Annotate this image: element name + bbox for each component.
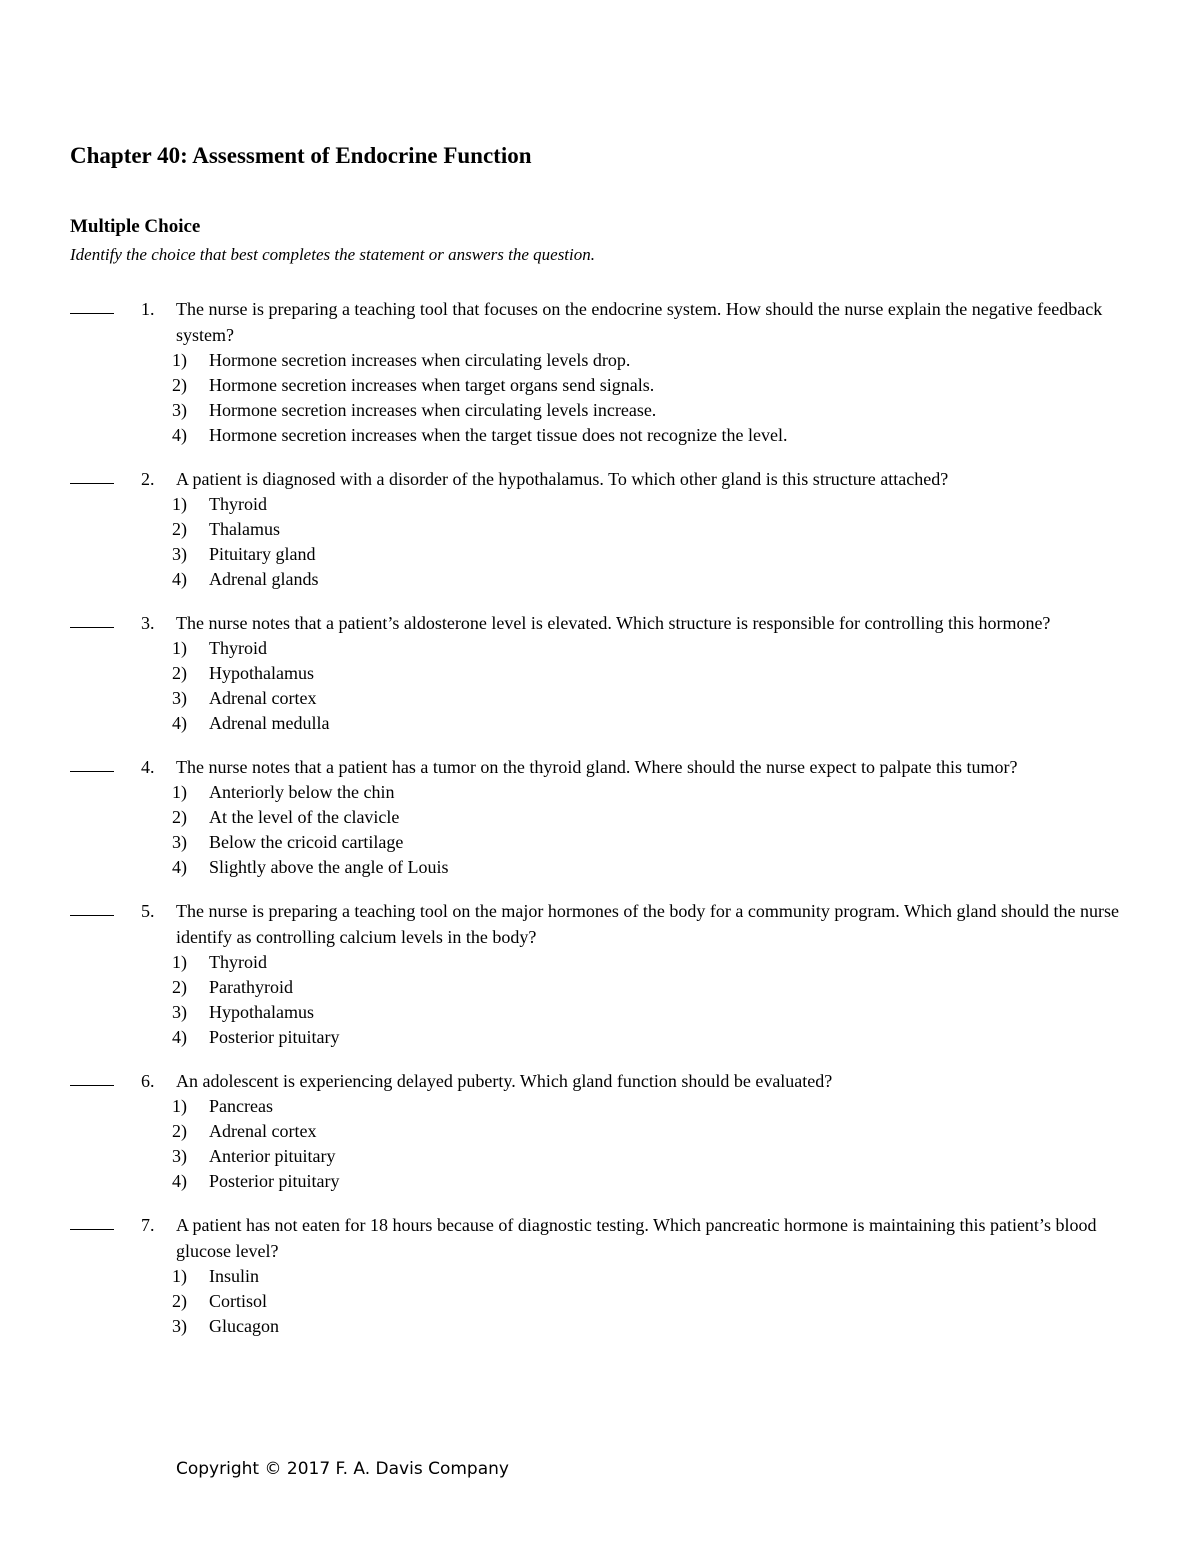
option-text: Cortisol bbox=[209, 1291, 268, 1311]
question-number: 3. bbox=[141, 613, 155, 633]
option-number: 4) bbox=[172, 1027, 187, 1047]
question-stem: An adolescent is experiencing delayed puberty. Which gland function should be evaluated? bbox=[176, 1071, 833, 1091]
question-stem: A patient has not eaten for 18 hours because of diagnostic testing. Which pancreatic hormone is maintaining this patient’s blood glucose level? bbox=[176, 1215, 1097, 1261]
option-text: Hormone secretion increases when target organs send signals. bbox=[209, 375, 655, 395]
option-number: 1) bbox=[172, 952, 187, 972]
option-number: 2) bbox=[172, 1291, 187, 1311]
option-number: 2) bbox=[172, 519, 187, 539]
answer-option bbox=[172, 1264, 1200, 1289]
question-6 bbox=[0, 1068, 1200, 1194]
option-number: 1) bbox=[172, 782, 187, 802]
answer-option bbox=[172, 373, 1200, 398]
answer-option bbox=[172, 1169, 1200, 1194]
option-number: 3) bbox=[172, 688, 187, 708]
question-number: 6. bbox=[141, 1071, 155, 1091]
option-number: 3) bbox=[172, 1146, 187, 1166]
option-number: 3) bbox=[172, 832, 187, 852]
answer-option bbox=[172, 661, 1200, 686]
answer-option bbox=[172, 517, 1200, 542]
option-number: 3) bbox=[172, 1316, 187, 1336]
question-4 bbox=[0, 754, 1200, 880]
answer-options bbox=[0, 348, 1200, 448]
answer-option bbox=[172, 950, 1200, 975]
answer-option bbox=[172, 855, 1200, 880]
option-text: Anterior pituitary bbox=[209, 1146, 336, 1166]
section-heading: Multiple Choice bbox=[70, 216, 201, 237]
option-number: 4) bbox=[172, 1171, 187, 1191]
answer-options bbox=[0, 1094, 1200, 1194]
answer-option bbox=[172, 567, 1200, 592]
answer-options bbox=[0, 780, 1200, 880]
answer-option bbox=[172, 805, 1200, 830]
option-text: Parathyroid bbox=[209, 977, 293, 997]
option-number: 4) bbox=[172, 425, 187, 445]
answer-option bbox=[172, 1025, 1200, 1050]
option-text: Glucagon bbox=[209, 1316, 279, 1336]
option-text: Anteriorly below the chin bbox=[209, 782, 395, 802]
answer-option bbox=[172, 711, 1200, 736]
question-list bbox=[0, 296, 1200, 1357]
answer-blank[interactable] bbox=[70, 483, 114, 484]
answer-option bbox=[172, 492, 1200, 517]
question-stem: The nurse is preparing a teaching tool on the major hormones of the body for a community program. Which gland should the nurse identify as controlling calcium levels in the body? bbox=[176, 901, 1119, 947]
question-number: 4. bbox=[141, 757, 155, 777]
question-number: 5. bbox=[141, 901, 155, 921]
answer-option bbox=[172, 780, 1200, 805]
answer-option bbox=[172, 1289, 1200, 1314]
question-2 bbox=[0, 466, 1200, 592]
answer-option bbox=[172, 423, 1200, 448]
option-text: Hormone secretion increases when the target tissue does not recognize the level. bbox=[209, 425, 788, 445]
option-number: 2) bbox=[172, 663, 187, 683]
question-stem: The nurse notes that a patient’s aldosterone level is elevated. Which structure is responsible for controlling this hormone? bbox=[176, 613, 1051, 633]
option-text: Thyroid bbox=[209, 638, 267, 658]
option-text: Thyroid bbox=[209, 952, 267, 972]
copyright-footer: Copyright © 2017 F. A. Davis Company bbox=[176, 1459, 509, 1479]
instructions: Identify the choice that best completes the statement or answers the question. bbox=[70, 245, 595, 264]
option-text: Hormone secretion increases when circulating levels increase. bbox=[209, 400, 657, 420]
option-text: Thalamus bbox=[209, 519, 280, 539]
option-text: Below the cricoid cartilage bbox=[209, 832, 404, 852]
option-text: Pancreas bbox=[209, 1096, 273, 1116]
question-number: 7. bbox=[141, 1215, 155, 1235]
answer-blank[interactable] bbox=[70, 915, 114, 916]
answer-option bbox=[172, 1144, 1200, 1169]
answer-option bbox=[172, 398, 1200, 423]
answer-option bbox=[172, 1314, 1200, 1339]
question-7 bbox=[0, 1212, 1200, 1339]
answer-options bbox=[0, 636, 1200, 736]
question-3 bbox=[0, 610, 1200, 736]
chapter-title: Chapter 40: Assessment of Endocrine Function bbox=[70, 143, 532, 168]
option-number: 1) bbox=[172, 1266, 187, 1286]
option-number: 2) bbox=[172, 807, 187, 827]
answer-option bbox=[172, 1000, 1200, 1025]
question-number: 2. bbox=[141, 469, 155, 489]
option-text: Slightly above the angle of Louis bbox=[209, 857, 449, 877]
option-number: 2) bbox=[172, 375, 187, 395]
option-number: 3) bbox=[172, 1002, 187, 1022]
option-text: Pituitary gland bbox=[209, 544, 316, 564]
answer-blank[interactable] bbox=[70, 313, 114, 314]
question-1 bbox=[0, 296, 1200, 448]
answer-option bbox=[172, 1094, 1200, 1119]
answer-blank[interactable] bbox=[70, 1085, 114, 1086]
option-number: 4) bbox=[172, 713, 187, 733]
question-stem: The nurse notes that a patient has a tumor on the thyroid gland. Where should the nurse expect to palpate this tumor? bbox=[176, 757, 1018, 777]
answer-option bbox=[172, 830, 1200, 855]
answer-option bbox=[172, 636, 1200, 661]
option-text: Posterior pituitary bbox=[209, 1027, 340, 1047]
option-number: 1) bbox=[172, 638, 187, 658]
answer-options bbox=[0, 492, 1200, 592]
option-number: 1) bbox=[172, 494, 187, 514]
option-text: Hypothalamus bbox=[209, 663, 314, 683]
option-number: 4) bbox=[172, 569, 187, 589]
answer-option bbox=[172, 1119, 1200, 1144]
answer-blank[interactable] bbox=[70, 771, 114, 772]
option-text: Hypothalamus bbox=[209, 1002, 314, 1022]
option-text: Thyroid bbox=[209, 494, 267, 514]
option-number: 4) bbox=[172, 857, 187, 877]
answer-options bbox=[0, 1264, 1200, 1339]
option-number: 2) bbox=[172, 1121, 187, 1141]
question-stem: The nurse is preparing a teaching tool that focuses on the endocrine system. How should the nurse explain the negative feedback system? bbox=[176, 299, 1103, 345]
question-stem: A patient is diagnosed with a disorder of the hypothalamus. To which other gland is this structure attached? bbox=[176, 469, 949, 489]
option-text: At the level of the clavicle bbox=[209, 807, 400, 827]
answer-option bbox=[172, 686, 1200, 711]
answer-option bbox=[172, 975, 1200, 1000]
answer-blank[interactable] bbox=[70, 1229, 114, 1230]
question-number: 1. bbox=[141, 299, 155, 319]
option-text: Adrenal cortex bbox=[209, 1121, 317, 1141]
option-text: Posterior pituitary bbox=[209, 1171, 340, 1191]
option-number: 3) bbox=[172, 544, 187, 564]
option-text: Hormone secretion increases when circulating levels drop. bbox=[209, 350, 631, 370]
answer-option bbox=[172, 542, 1200, 567]
option-number: 1) bbox=[172, 1096, 187, 1116]
option-text: Adrenal cortex bbox=[209, 688, 317, 708]
option-number: 3) bbox=[172, 400, 187, 420]
answer-blank[interactable] bbox=[70, 627, 114, 628]
option-number: 2) bbox=[172, 977, 187, 997]
option-text: Insulin bbox=[209, 1266, 260, 1286]
option-text: Adrenal medulla bbox=[209, 713, 330, 733]
answer-option bbox=[172, 348, 1200, 373]
question-5 bbox=[0, 898, 1200, 1050]
option-number: 1) bbox=[172, 350, 187, 370]
answer-options bbox=[0, 950, 1200, 1050]
option-text: Adrenal glands bbox=[209, 569, 319, 589]
